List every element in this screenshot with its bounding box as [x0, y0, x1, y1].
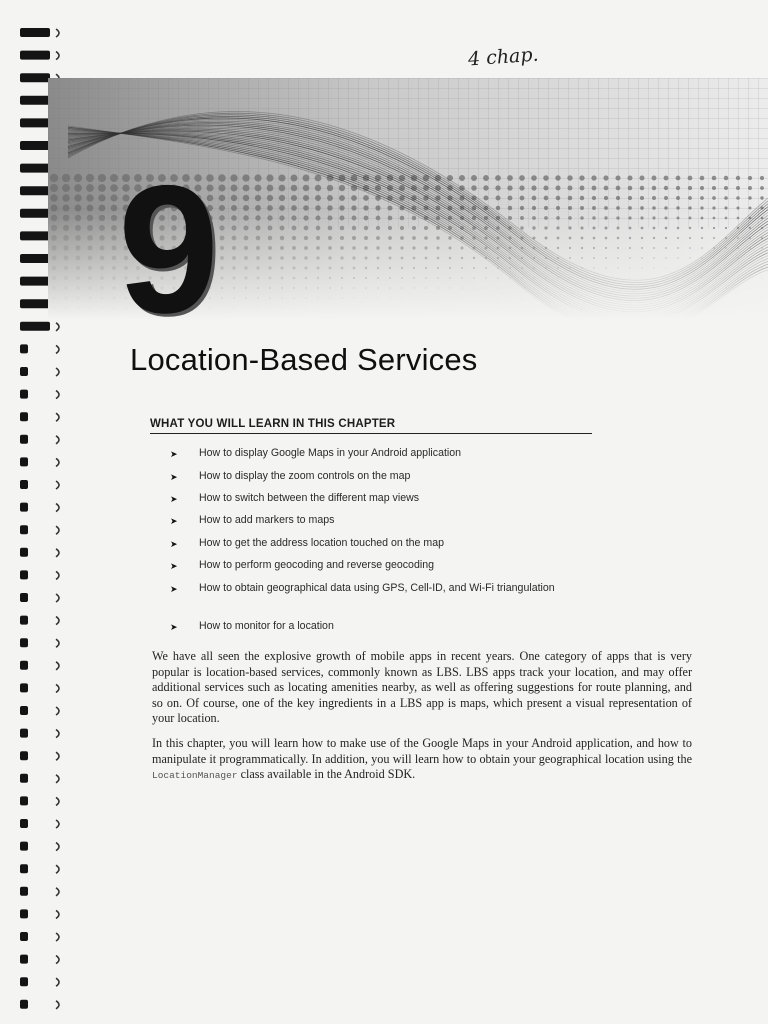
chapter-title: Location-Based Services	[130, 342, 478, 377]
arrowhead-bullet-icon: ➤	[170, 561, 178, 571]
arrowhead-bullet-icon: ➤	[170, 472, 178, 482]
arrowhead-bullet-icon: ➤	[170, 449, 178, 459]
arrowhead-bullet-icon: ➤	[170, 516, 178, 526]
arrowhead-bullet-icon: ➤	[170, 539, 178, 549]
objective-text: How to monitor for a location	[199, 620, 334, 632]
arrowhead-bullet-icon: ➤	[170, 584, 178, 594]
learn-section-heading: WHAT YOU WILL LEARN IN THIS CHAPTER	[150, 418, 592, 434]
objective-text: How to add markers to maps	[199, 514, 335, 526]
chapter-number: 9	[118, 147, 220, 351]
objective-text: How to display the zoom controls on the map	[199, 470, 411, 482]
handwritten-note: 4 chap.	[467, 43, 540, 71]
overview-text-start: In this chapter, you will learn how to make use of the Google Maps in your Android application, and how to manipulate it programmatically. In addition, you will learn how to obtain your geographical location using the	[152, 736, 692, 766]
objective-text: How to display Google Maps in your Android application	[199, 447, 462, 459]
overview-text-end: class available in the Android SDK.	[237, 767, 416, 782]
chapter-overview-paragraph	[152, 736, 692, 784]
inline-code-class-name: LocationManager	[152, 770, 238, 782]
objective-text: How to perform geocoding and reverse geocoding	[199, 559, 434, 571]
intro-paragraph: We have all seen the explosive growth of mobile apps in recent years. One category of apps that is very popular is location-based services, commonly known as LBS. LBS apps track your location, and may offer additional services such as locating amenities nearby, as well as offering suggestions for route planning, and so on. Of course, one of the key ingredients in a LBS app is maps, which present a visual representation of your location.	[152, 649, 692, 726]
objective-text: How to get the address location touched on the map	[199, 537, 444, 549]
objective-text: How to obtain geographical data using GPS, Cell-ID, and Wi-Fi triangulation	[199, 582, 555, 594]
objective-text: How to switch between the different map views	[199, 492, 420, 504]
arrowhead-bullet-icon: ➤	[170, 622, 178, 632]
arrowhead-bullet-icon: ➤	[170, 494, 178, 504]
